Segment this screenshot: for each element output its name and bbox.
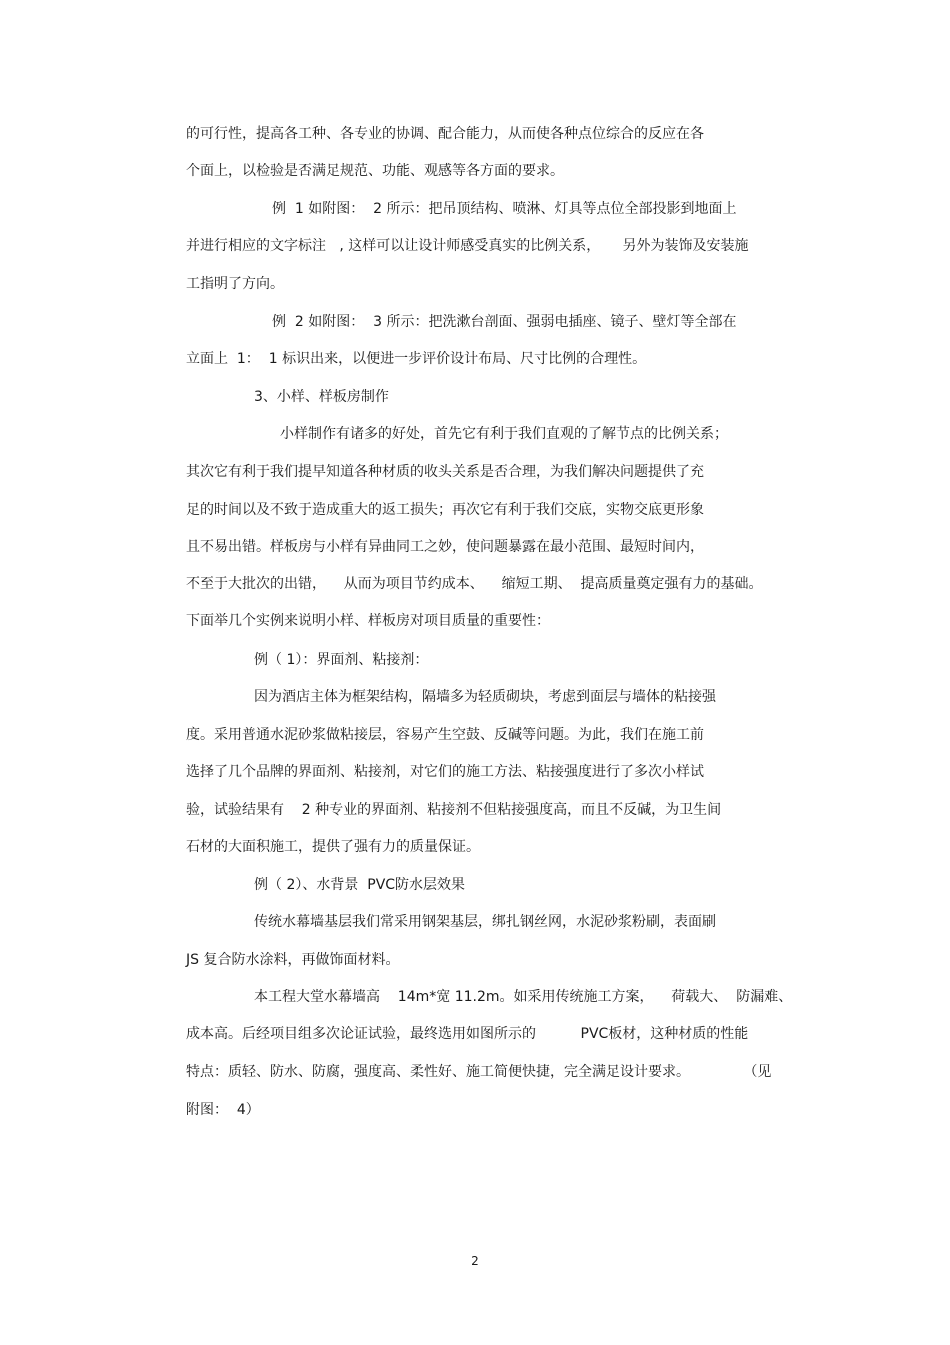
text-line: 且不易出错。样板房与小样有异曲同工之妙，使问题暴露在最小范围、最短时间内， [186,539,704,555]
text-line: 石材的大面积施工，提供了强有力的质量保证。 [186,839,480,855]
text-line: 个面上，以检验是否满足规范、功能、观感等各方面的要求。 [186,163,564,179]
text-line: 本工程大堂水幕墙高 14m*宽 11.2m。如采用传统施工方案， 荷载大、 防漏难、 [254,989,793,1005]
page-number: 2 [471,1254,479,1268]
text-line: 并进行相应的文字标注 , 这样可以让设计师感受真实的比例关系， 另外为装饰及安装施 [186,238,749,254]
text-line: JS 复合防水涂料，再做饰面材料。 [186,952,400,968]
text-line: 立面上 1： 1 标识出来，以便进一步评价设计布局、尺寸比例的合理性。 [186,351,647,367]
section-heading: 3、小样、样板房制作 [254,389,389,405]
text-line: 成本高。后经项目组多次论证试验，最终选用如图所示的 PVC板材，这种材质的性能 [186,1026,749,1042]
text-line: 其次它有利于我们提早知道各种材质的收头关系是否合理，为我们解决问题提供了充 [186,464,704,480]
text-line: 不至于大批次的出错， 从而为项目节约成本、 缩短工期、 提高质量奠定强有力的基础。 [186,576,763,592]
text-line: 的可行性，提高各工种、各专业的协调、配合能力，从而使各种点位综合的反应在各 [186,126,704,142]
text-line: 例 2 如附图： 3 所示：把洗漱台剖面、强弱电插座、镜子、壁灯等全部在 [272,314,737,330]
text-line: 附图： 4） [186,1102,260,1118]
text-line: 工指明了方向。 [186,276,284,292]
example-heading: 例（ 2）、水背景 PVC防水层效果 [254,877,466,893]
text-line: 小样制作有诸多的好处，首先它有利于我们直观的了解节点的比例关系； [280,426,728,442]
example-heading: 例（ 1）：界面剂、粘接剂： [254,652,429,668]
text-line: 下面举几个实例来说明小样、样板房对项目质量的重要性： [186,613,550,629]
text-line: 选择了几个品牌的界面剂、粘接剂，对它们的施工方法、粘接强度进行了多次小样试 [186,764,704,780]
text-line: 度。采用普通水泥砂浆做粘接层，容易产生空鼓、反碱等问题。为此，我们在施工前 [186,727,704,743]
text-line: 验，试验结果有 2 种专业的界面剂、粘接剂不但粘接强度高，而且不反碱，为卫生间 [186,802,722,818]
text-line: 足的时间以及不致于造成重大的返工损失；再次它有利于我们交底，实物交底更形象 [186,502,704,518]
text-line: 特点：质轻、防水、防腐，强度高、柔性好、施工简便快捷，完全满足设计要求。 （见 [186,1064,772,1080]
text-line: 传统水幕墙基层我们常采用钢架基层，绑扎钢丝网，水泥砂浆粉刷，表面刷 [254,914,716,930]
text-line: 因为酒店主体为框架结构，隔墙多为轻质砌块，考虑到面层与墙体的粘接强 [254,689,716,705]
text-line: 例 1 如附图： 2 所示：把吊顶结构、喷淋、灯具等点位全部投影到地面上 [272,201,737,217]
